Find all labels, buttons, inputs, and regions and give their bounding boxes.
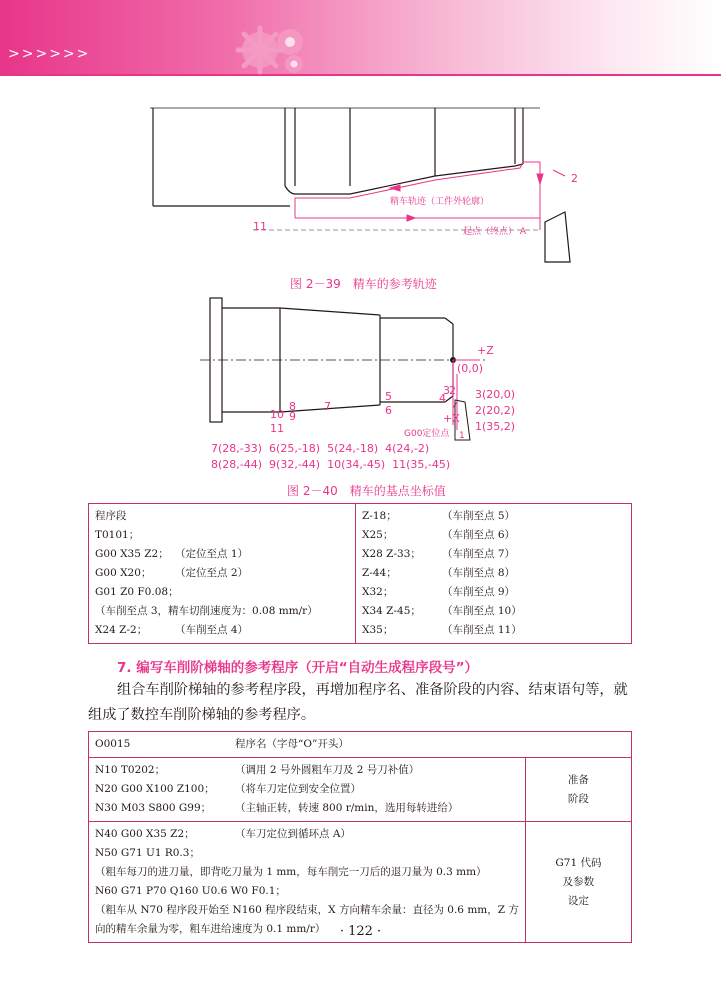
header-divider	[0, 74, 721, 76]
g00-note: G00定位点	[404, 429, 450, 439]
fig39-label-11: 11	[253, 220, 267, 233]
fig39-start-note: 起点（终点） A	[463, 227, 527, 237]
table2-group2-label: G71 代码 及参数 设定	[525, 822, 631, 943]
point-label-8: 8	[289, 400, 296, 413]
coord-1: 1(35,2)	[475, 420, 516, 433]
page-header-band	[0, 0, 721, 76]
figure-40-drawing	[195, 290, 516, 475]
table-row: X24 Z-2； （车削至点 4）	[95, 624, 249, 636]
body-paragraph: 组合车削阶梯轴的参考程序段，再增加程序名、准备阶段的内容、结束语句等，就组成了数控车削阶梯轴的参考程序。	[88, 682, 628, 723]
table1-left-column	[89, 504, 356, 644]
fig39-track-note: 精车轨迹（工件外轮廓）	[390, 197, 490, 207]
table-row: G00 X20； （定位至点 2）	[95, 567, 249, 579]
figure-39-caption: 图 2－39 精车的参考轨迹	[290, 277, 437, 291]
table-row: X34 Z-45； （车削至点 10）	[362, 605, 522, 617]
gears-icon	[228, 16, 318, 76]
table-row: Z-18； （车削至点 5）	[362, 510, 516, 522]
table-row: N40 G00 X35 Z2； （车刀定位到循环点 A）	[95, 828, 351, 840]
table-row: X25； （车削至点 6）	[362, 529, 516, 541]
table-row: Z-44； （车削至点 8）	[362, 567, 516, 579]
table-row: N50 G71 U1 R0.3；	[95, 847, 200, 859]
table-row: T0101；	[95, 529, 140, 541]
table1-right-column	[356, 504, 632, 644]
page-number: · 122 ·	[339, 924, 382, 939]
table-row: （车削至点 3，精车切削速度为：0.08 mm/r）	[95, 605, 318, 617]
fig39-label-2: 2	[571, 172, 578, 185]
section-heading: 7. 编写车削阶梯轴的参考程序（开启“自动生成程序段号”）	[117, 660, 478, 676]
table-row: X28 Z-33； （车削至点 7）	[362, 548, 516, 560]
point-label-9: 9	[289, 410, 296, 423]
point-label-2: 2	[449, 384, 456, 397]
coord-3: 3(20,0)	[475, 388, 516, 401]
table-row: N10 T0202； （调用 2 号外圆粗车刀及 2 号刀补值）	[95, 764, 420, 776]
figure-39-drawing	[145, 94, 585, 269]
point-label-3: 3	[443, 384, 450, 397]
axis-x-label: +X	[443, 412, 460, 425]
header-chevrons: >>>>>>	[8, 46, 91, 62]
table-row: N60 G71 P70 Q160 U0.6 W0 F0.1；	[95, 885, 286, 897]
coord-row-1: 7(28,-33) 6(25,-18) 5(24,-18) 4(24,-2)	[211, 442, 430, 455]
point-label-7: 7	[324, 400, 331, 413]
table-row: N30 M03 S800 G99； （主轴正转，转速 800 r/min，选用每转进给）	[95, 802, 459, 814]
point-label-10: 10	[270, 408, 284, 421]
table2-header-row: O0015 程序名（字母“O”开头）	[89, 732, 632, 758]
table-row: 向的精车余量为零，粗车进给速度为 0.1 mm/r）	[95, 923, 326, 935]
point-label-5: 5	[385, 390, 392, 403]
table2-group1-code	[89, 758, 526, 822]
table2-group1-label: 准备 阶段	[525, 758, 631, 822]
coord-2: 2(20,2)	[475, 404, 516, 417]
origin-label: (0,0)	[457, 362, 484, 375]
point-label-4: 4	[439, 392, 446, 405]
table-row: X32； （车削至点 9）	[362, 586, 516, 598]
program-table-2	[88, 731, 632, 943]
table-row: N20 G00 X100 Z100； （将车刀定位到安全位置）	[95, 783, 361, 795]
point-label-6: 6	[385, 404, 392, 417]
table-row: G00 X35 Z2； （定位至点 1）	[95, 548, 249, 560]
g00-marker: 1	[459, 431, 465, 441]
program-table-1	[88, 503, 632, 644]
table-row: （粗车每刀的进刀量，即背吃刀量为 1 mm，每车削完一刀后的退刀量为 0.3 mm）	[95, 866, 487, 878]
table-row: X35； （车削至点 11）	[362, 624, 522, 636]
table-row: （粗车从 N70 程序段开始至 N160 程序段结束，X 方向精车余量：直径为 0.6 mm，Z 方	[95, 904, 519, 916]
table-row: 程序段	[95, 510, 127, 522]
axis-z-label: +Z	[477, 344, 494, 357]
figure-40-caption: 图 2－40 精车的基点坐标值	[287, 484, 446, 498]
table-row: G01 Z0 F0.08；	[95, 586, 179, 598]
coord-row-2: 8(28,-44) 9(32,-44) 10(34,-45) 11(35,-45)	[211, 458, 451, 471]
point-label-11: 11	[270, 422, 284, 435]
